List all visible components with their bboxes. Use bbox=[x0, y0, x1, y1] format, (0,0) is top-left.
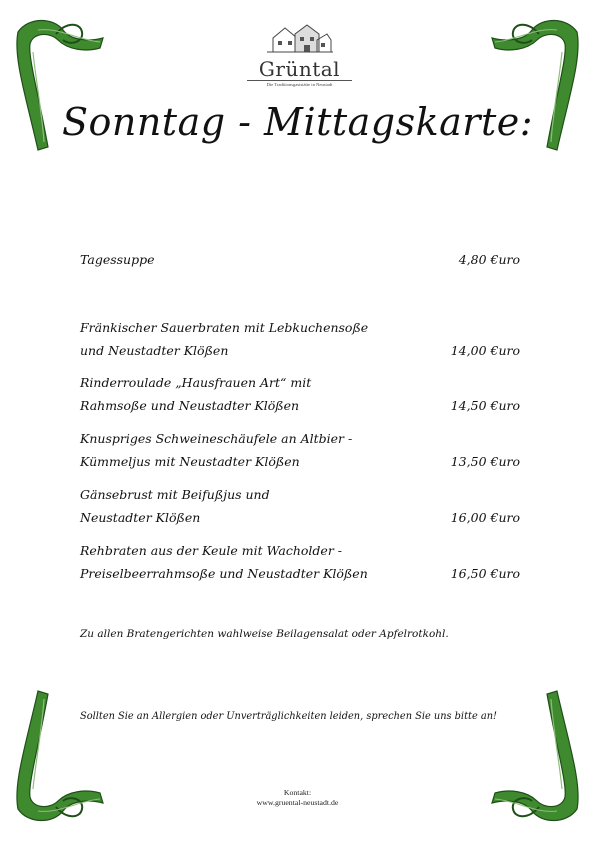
contact-label: Kontakt: bbox=[283, 788, 312, 797]
restaurant-logo bbox=[247, 22, 352, 87]
sides-note: Zu allen Bratengerichten wahlweise Beilagensalat oder Apfelrotkohl. bbox=[80, 628, 449, 640]
dish-name: Knuspriges Schweineschäufele an Altbier - Kümmeljus mit Neustadter Klößen bbox=[80, 431, 353, 469]
dish-price: 16,00 €uro bbox=[450, 510, 520, 525]
ribbon-corner-bottom-left bbox=[8, 689, 108, 829]
logo-name: Grüntal bbox=[258, 57, 341, 81]
dish-price: 4,80 €uro bbox=[458, 252, 520, 267]
menu-item bbox=[80, 248, 520, 271]
menu-item bbox=[80, 539, 520, 585]
house-icon bbox=[265, 22, 335, 56]
dish-price: 14,50 €uro bbox=[450, 398, 520, 413]
menu-item bbox=[80, 316, 520, 362]
logo-subtitle: Die Traditionsgaststätte in Neustadt bbox=[247, 80, 352, 87]
menu-item bbox=[80, 371, 520, 417]
dish-price: 13,50 €uro bbox=[450, 454, 520, 469]
page-title: Sonntag - Mittagskarte: bbox=[61, 100, 534, 144]
menu-item bbox=[80, 483, 520, 529]
contact-website-link[interactable]: www.gruental-neustadt.de bbox=[256, 798, 339, 807]
ribbon-corner-bottom-right bbox=[487, 689, 587, 829]
dish-name: Tagessuppe bbox=[80, 252, 155, 267]
allergy-note: Sollten Sie an Allergien oder Unverträglichkeiten leiden, sprechen Sie uns bitte an! bbox=[80, 711, 497, 722]
menu-item bbox=[80, 427, 520, 473]
contact-block bbox=[0, 788, 595, 808]
dish-name: Rehbraten aus der Keule mit Wacholder - Preiselbeerrahmsoße und Neustadter Klößen bbox=[80, 543, 368, 581]
dish-name: Rinderroulade „Hausfrauen Art“ mit Rahmsoße und Neustadter Klößen bbox=[80, 375, 312, 413]
dish-name: Gänsebrust mit Beifußjus und Neustadter Klößen bbox=[80, 487, 270, 525]
dish-name: Fränkischer Sauerbraten mit Lebkuchensoße und Neustadter Klößen bbox=[80, 320, 369, 358]
dish-price: 14,00 €uro bbox=[450, 343, 520, 358]
dish-price: 16,50 €uro bbox=[450, 566, 520, 581]
